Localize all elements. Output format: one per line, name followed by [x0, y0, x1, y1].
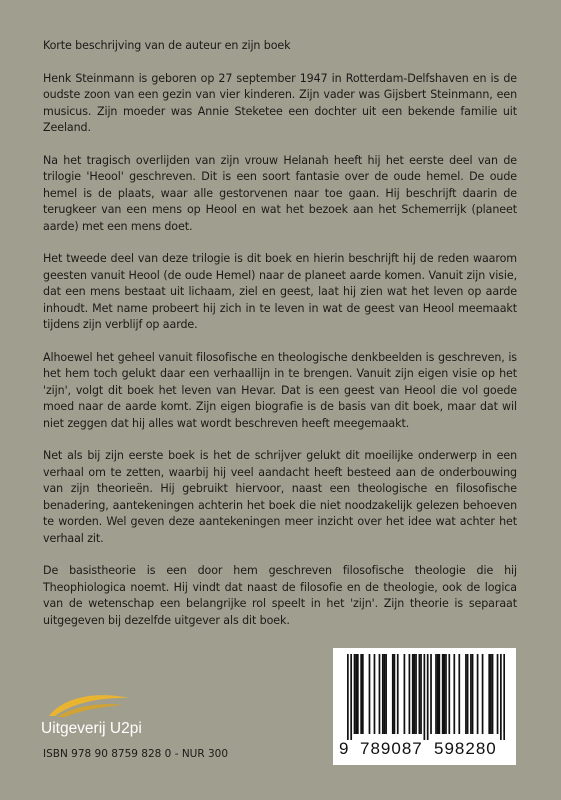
barcode-bar: [385, 654, 387, 734]
barcode-bar: [442, 654, 444, 734]
barcode-bar: [430, 654, 432, 734]
barcode-bar: [415, 654, 417, 734]
isbn-line: ISBN 978 90 8759 828 0 - NUR 300: [43, 748, 229, 760]
publisher-logo: [41, 692, 161, 742]
barcode-bar: [420, 654, 422, 734]
barcode-bar: [488, 654, 490, 734]
paragraph: De basistheorie is een door hem geschreven filosofische theologie die hij Theophiologica noemt. Hij vindt dat naast de filosofie en de theologie, ook de logica van de wetenschap een belangrijke rol speelt in het 'zijn'. Zijn theorie is separaat uitgegeven bij dezelfde uitgever als dit boek.: [43, 564, 517, 627]
barcode-bar: [503, 654, 505, 740]
barcode-bar: [437, 654, 439, 734]
barcode-bar: [497, 654, 499, 734]
description-text: [43, 38, 517, 645]
barcode-lead-digit: 9: [339, 739, 349, 758]
barcode-left-digits: 789087: [360, 739, 423, 758]
barcode-bar: [412, 654, 414, 734]
barcode-right-digits: 598280: [434, 739, 497, 758]
barcode-bar: [369, 654, 371, 734]
barcode-bar: [362, 654, 364, 734]
barcode-bar: [354, 654, 356, 734]
barcode-bar: [445, 654, 447, 734]
barcode-bar: [419, 654, 421, 734]
barcode-bar: [453, 654, 455, 734]
barcode-bar: [482, 654, 484, 734]
paragraph: Alhoewel het geheel vanuit filosofische en theologische denkbeelden is geschreven, is het hem toch gelukt daar een verhaallijn in te brengen. Vanuit zijn eigen visie op het 'zijn', volgt dit boek het leven van Hevar. Dat is een geest van Heool die vol goede moed naar de aarde komt. Zijn eigen biografie is de basis van dit boek, maar dat wil niet zeggen dat hij alles wat wordt beschreven heeft meegemaakt.: [43, 350, 517, 430]
barcode-bar: [357, 654, 359, 734]
barcode-bar: [427, 654, 429, 740]
paragraph: Henk Steinmann is geboren op 27 september 1947 in Rotterdam-Delfshaven en is de oudste zoon van een gezin van vier kinderen. Zijn vader was Gijsbert Steinmann, een musicus. Zijn moeder was Annie Steketee een dochter uit een bekende familie uit Zeeland.: [43, 71, 517, 134]
barcode-bar: [448, 654, 450, 734]
barcode-bar: [379, 654, 381, 734]
barcode-bar: [443, 654, 445, 734]
barcode-bar: [384, 654, 386, 734]
barcode-bars: [347, 654, 505, 740]
barcode-bar: [392, 654, 394, 734]
publisher-name: Uitgeverij U2pi: [41, 720, 142, 737]
barcode-bar: [394, 654, 396, 734]
barcode-bar: [438, 654, 440, 734]
barcode-bar: [490, 654, 492, 734]
barcode-bar: [424, 654, 426, 740]
swoosh-icon: [47, 692, 131, 718]
paragraph: Na het tragisch overlijden van zijn vrouw Helanah heeft hij het eerste deel van de trilogie 'Heool' geschreven. Dit is een soort fantasie over de oude hemel. De oude hemel is de plaats, waar alle gestorvenen naar toe gaan. Hij beschrijft daarin de terugkeer van een mens op Heool en wat het bezoek aan het Schemerrijk (planeet aarde) met een mens doet.: [43, 153, 517, 233]
barcode-bar: [414, 654, 416, 734]
barcode-bar: [350, 654, 352, 740]
barcode-bar: [435, 654, 437, 734]
barcode-bar: [492, 654, 494, 734]
barcode-bar: [382, 654, 384, 734]
paragraph: Net als bij zijn eerste boek is het de schrijver gelukt dit moeilijke onderwerp in een verhaal om te zetten, waarbij hij veel aandacht heeft besteed aan de onderbouwing van zijn theorieën. Hij gebruikt hiervoor, naast een theologische en filosofische benadering, aantekeningen achterin het boek die niet noodzakelijk gelezen behoeven te worden. Wel geven deze aantekeningen meer inzicht over het idee wat achter het verhaal zit.: [43, 449, 517, 545]
barcode-bar: [472, 654, 474, 734]
barcode-bar: [404, 654, 406, 734]
barcode-bar: [467, 654, 469, 734]
barcode-bar: [360, 654, 362, 734]
barcode-bar: [409, 654, 411, 734]
heading: Korte beschrijving van de auteur en zijn boek: [43, 39, 291, 52]
barcode-bar: [397, 654, 399, 734]
barcode-bar: [477, 654, 479, 734]
barcode: [333, 648, 516, 765]
barcode-bar: [465, 654, 467, 734]
barcode-bar: [470, 654, 472, 734]
barcode-bar: [500, 654, 502, 740]
paragraph: Het tweede deel van deze trilogie is dit boek en hierin beschrijft hij de reden waarom geesten vanuit Heool (de oude Hemel) naar de planeet aarde komen. Vanuit zijn visie, dat een mens bestaat uit lichaam, ziel en geest, laat hij zien wat het leven op aarde inhoudt. Met name probeert hij zich in te leven in wat de geest van Heool meemaakt tijdens zijn verblijf op aarde.: [43, 252, 517, 331]
barcode-bar: [458, 654, 460, 734]
barcode-bar: [347, 654, 349, 740]
barcode-bar: [374, 654, 376, 734]
barcode-bar: [355, 654, 357, 734]
